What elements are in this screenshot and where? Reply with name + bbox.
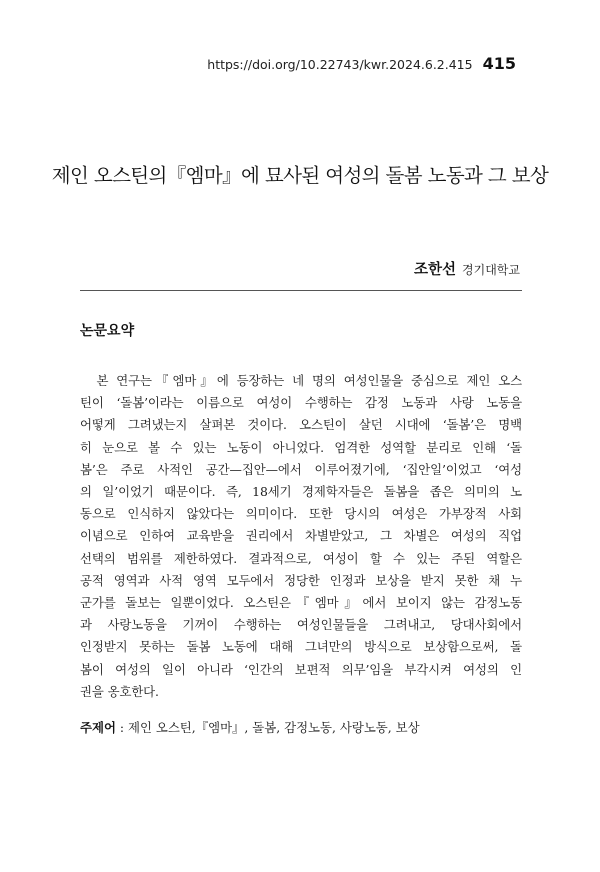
keywords bbox=[80, 718, 522, 736]
keywords-text: 제인 오스틴,『엠마』, 돌봄, 감정노동, 사랑노동, 보상 bbox=[127, 720, 420, 735]
abstract-line: 어떻게 그려냈는지 살펴본 것이다. 오스틴이 살던 시대에 ‘돌봄’은 명백 bbox=[80, 417, 522, 433]
title-divider bbox=[80, 290, 522, 291]
author-name: 조한선 bbox=[414, 262, 457, 278]
abstract-line: 본 연구는『엠마』에 등장하는 네 명의 여성인물을 중심으로 제인 오스 bbox=[80, 373, 522, 388]
abstract-line: 군가를 돌보는 일뿐이었다. 오스틴은『엠마』에서 보이지 않는 감정노동 bbox=[80, 595, 522, 611]
article-title: 제인 오스틴의『엠마』에 묘사된 여성의 돌봄 노동과 그 보상 bbox=[51, 164, 549, 187]
abstract-line: 과 사랑노동을 기꺼이 수행하는 여성인물들을 그려내고, 당대사회에서 bbox=[80, 617, 522, 633]
abstract-line: 이념으로 인하여 교육받을 권리에서 차별받았고, 그 차별은 여성의 직업 bbox=[80, 528, 522, 544]
abstract-line: 틴이 ‘돌봄’이라는 이름으로 여성이 수행하는 감정 노동과 사랑 노동을 bbox=[80, 395, 522, 411]
abstract-line: 히 눈으로 볼 수 있는 노동이 아니었다. 엄격한 성역할 분리로 인해 ‘돌 bbox=[80, 439, 522, 455]
abstract-heading: 논문요약 bbox=[80, 323, 135, 339]
abstract-line: 봄’은 주로 사적인 공간—집안—에서 이루어졌기에, ‘집안일’이었고 ‘여성 bbox=[80, 461, 522, 477]
author-affiliation: 경기대학교 bbox=[462, 263, 520, 277]
keywords-separator: : bbox=[115, 720, 128, 735]
abstract-line: 공적 영역과 사적 영역 모두에서 정당한 인정과 보상을 받지 못한 채 누 bbox=[80, 572, 522, 588]
abstract-line: 인정받지 못하는 돌봄 노동에 대해 그녀만의 방식으로 보상함으로써, 돌 bbox=[80, 639, 522, 655]
abstract-line: 권을 옹호한다. bbox=[80, 683, 159, 699]
keywords-label: 주제어 bbox=[80, 720, 116, 735]
abstract-line: 봄이 여성의 일이 아니라 ‘인간의 보편적 의무’임을 부각시켜 여성의 인 bbox=[80, 661, 522, 677]
abstract-line: 의 일’이었기 때문이다. 즉, 18세기 경제학자들은 돌봄을 좁은 의미의 노 bbox=[80, 484, 522, 500]
page-number: 415 bbox=[482, 54, 516, 73]
doi-link[interactable]: https://doi.org/10.22743/kwr.2024.6.2.415 bbox=[207, 57, 473, 72]
running-header bbox=[207, 54, 516, 73]
abstract-body bbox=[80, 370, 522, 703]
abstract-line: 선택의 범위를 제한하였다. 결과적으로, 여성이 할 수 있는 주된 역할은 bbox=[80, 550, 522, 566]
abstract-line: 동으로 인식하지 않았다는 의미이다. 또한 당시의 여성은 가부장적 사회 bbox=[80, 506, 522, 522]
author-line bbox=[414, 258, 520, 279]
